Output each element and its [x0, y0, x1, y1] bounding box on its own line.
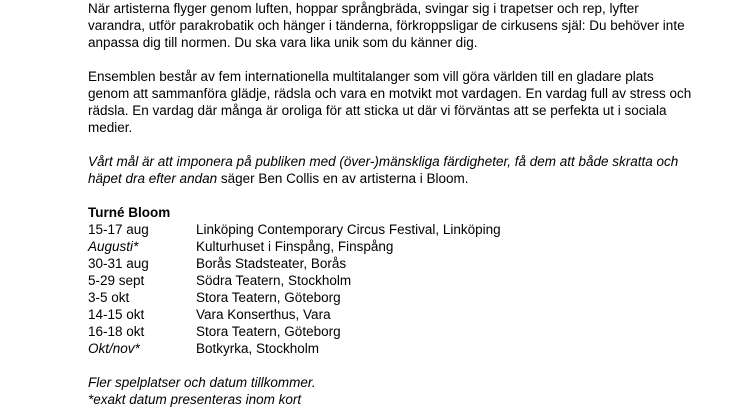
footer-note-1: Fler spelplatser och datum tillkommer. [88, 375, 316, 390]
tour-date: 3-5 okt [88, 290, 130, 305]
quote-italic-part: häpet dra efter andan [88, 171, 218, 186]
tour-date: 16-18 okt [88, 324, 145, 339]
tour-date: 30-31 aug [88, 256, 149, 271]
text-line: rädsla. En vardag där många är oroliga för att sticka ut där vi förväntas att se perfekta ut i sociala [88, 103, 667, 118]
tour-venue: Stora Teatern, Göteborg [196, 324, 341, 339]
tour-date: Augusti* [88, 239, 139, 254]
tour-row [88, 238, 688, 255]
tour-row [88, 221, 688, 238]
tour-row [88, 272, 688, 289]
footer-note-2: *exakt datum presenteras inom kort [88, 392, 302, 407]
footer-notes [88, 374, 688, 408]
tour-venue: Södra Teatern, Stockholm [196, 273, 352, 288]
text-line: varandra, utför parakrobatik och hänger i tänderna, förkroppsligar de cirkusens själ: Du behöver inte [88, 18, 685, 33]
tour-heading: Turné Bloom [88, 205, 171, 220]
quote-attribution: säger Ben Collis en av artisterna i Bloom. [217, 171, 469, 186]
ensemble-paragraph [88, 68, 692, 136]
quote-line: Vårt mål är att imponera på publiken med (över-)mänskliga färdigheter, få dem att både skratta och [88, 154, 679, 169]
tour-row [88, 255, 688, 272]
text-line: Ensemblen består av fem internationella multitalanger som vill göra världen till en gladare plats [88, 69, 654, 84]
tour-venue: Vara Konserthus, Vara [196, 307, 331, 322]
tour-row [88, 306, 688, 323]
text-line: medier. [88, 120, 133, 135]
tour-venue: Kulturhuset i Finspång, Finspång [196, 239, 394, 254]
tour-venue: Stora Teatern, Göteborg [196, 290, 341, 305]
quote-paragraph [88, 153, 688, 187]
tour-date: Okt/nov* [88, 341, 140, 356]
text-line: När artisterna flyger genom luften, hoppar språngbräda, svingar sig i trapetser och rep, lyfter [88, 1, 639, 16]
tour-venue: Botkyrka, Stockholm [196, 341, 320, 356]
tour-rows [88, 221, 688, 357]
tour-row [88, 289, 688, 306]
tour-date: 14-15 okt [88, 307, 145, 322]
tour-row [88, 323, 688, 340]
tour-date: 15-17 aug [88, 222, 149, 237]
text-line: genom att sammanföra glädje, rädsla och vara en motvikt mot vardagen. En vardag full av stress och [88, 86, 692, 101]
tour-venue: Linköping Contemporary Circus Festival, Linköping [196, 222, 501, 237]
quote-line-2 [88, 170, 688, 187]
tour-date: 5-29 sept [88, 273, 145, 288]
text-line: anpassa dig till normen. Du ska vara lika unik som du känner dig. [88, 35, 478, 50]
tour-row [88, 340, 688, 357]
tour-venue: Borås Stadsteater, Borås [196, 256, 347, 271]
intro-paragraph [88, 0, 688, 51]
tour-list [88, 204, 688, 357]
